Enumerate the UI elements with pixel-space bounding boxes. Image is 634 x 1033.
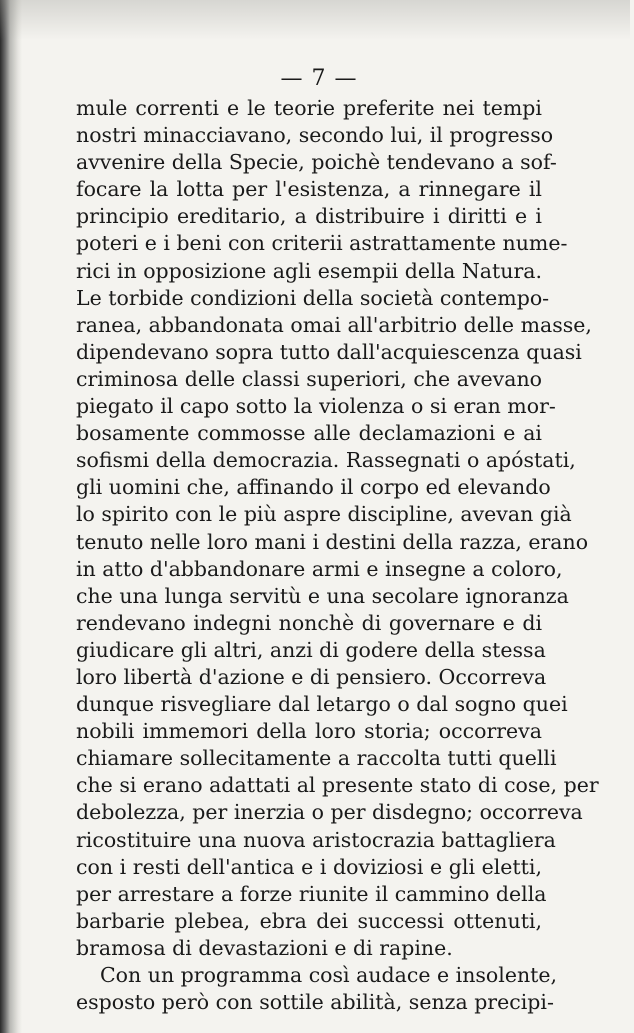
text-line: rendevano indegni nonchè di governare e di [76, 610, 542, 635]
text-line: poteri e i beni con criterii astrattamente nume- [76, 231, 568, 256]
text-line: dipendevano sopra tutto dall'acquiescenza quasi [76, 339, 582, 364]
text-line: barbarie plebea, ebra dei successi ottenuti, [76, 908, 542, 933]
text-line: nostri minacciavano, secondo lui, il progresso [76, 123, 554, 148]
text-line: rici in opposizione agli esempii della Natura. [76, 258, 542, 283]
text-line: ranea, abbandonata omai all'arbitrio delle masse, [76, 312, 592, 337]
text-line: Le torbide condizioni della società contempo- [76, 285, 550, 310]
text-line: con i resti dell'antica e i doviziosi e gli eletti, [76, 854, 542, 879]
text-line: gli uomini che, affinando il corpo ed elevando [76, 475, 551, 500]
text-line: loro libertà d'azione e di pensiero. Occorreva [76, 664, 547, 689]
text-line: in atto d'abbandonare armi e insegne a coloro, [76, 556, 563, 581]
text-line: avvenire della Specie, poichè tendevano a sof- [76, 150, 557, 175]
paragraph-start-line: Con un programma così audace e insolente, [100, 963, 558, 987]
text-line: criminosa delle classi superiori, che avevano [76, 366, 542, 391]
text-line: per arrestare a forze riunite il cammino della [76, 881, 547, 906]
text-line: che una lunga servitù e una secolare ignoranza [76, 583, 569, 608]
text-line: nobili immemori della loro storia; occorreva [76, 719, 542, 744]
text-line: esposto però con sottile abilità, senza precipi- [76, 990, 554, 1015]
text-line: lo spirito con le più aspre discipline, avevan già [76, 502, 572, 527]
text-line: tenuto nelle loro mani i destini della razza, erano [76, 529, 589, 554]
text-line: ricostituire una nuova aristocrazia battagliera [76, 827, 556, 852]
text-line: bosamente commosse alle declamazioni e ai [76, 421, 542, 446]
text-line: giudicare gli altri, anzi di godere della stessa [76, 637, 546, 662]
page-top-shade [0, 0, 630, 40]
book-spine-shadow [0, 0, 22, 1033]
body-text [76, 95, 599, 1016]
paragraph-end-line: bramosa di devastazioni e di rapine. [76, 935, 453, 960]
text-line: mule correnti e le teorie preferite nei tempi [76, 96, 542, 120]
text-line: che si erano adattati al presente stato di cose, per [76, 773, 599, 798]
text-line: piegato il capo sotto la violenza o si eran mor- [76, 394, 556, 419]
page-number: — 7 — [280, 66, 358, 91]
text-line: principio ereditario, a distribuire i diritti e i [76, 204, 542, 229]
text-line: dunque risvegliare dal letargo o dal sogno quei [76, 692, 568, 717]
text-line: chiamare sollecitamente a raccolta tutti quelli [76, 746, 557, 771]
text-line: debolezza, per inerzia o per disdegno; occorreva [76, 800, 583, 825]
text-line: focare la lotta per l'esistenza, a rinnegare il [76, 177, 542, 202]
text-line: sofismi della democrazia. Rassegnati o apóstati, [76, 448, 576, 473]
